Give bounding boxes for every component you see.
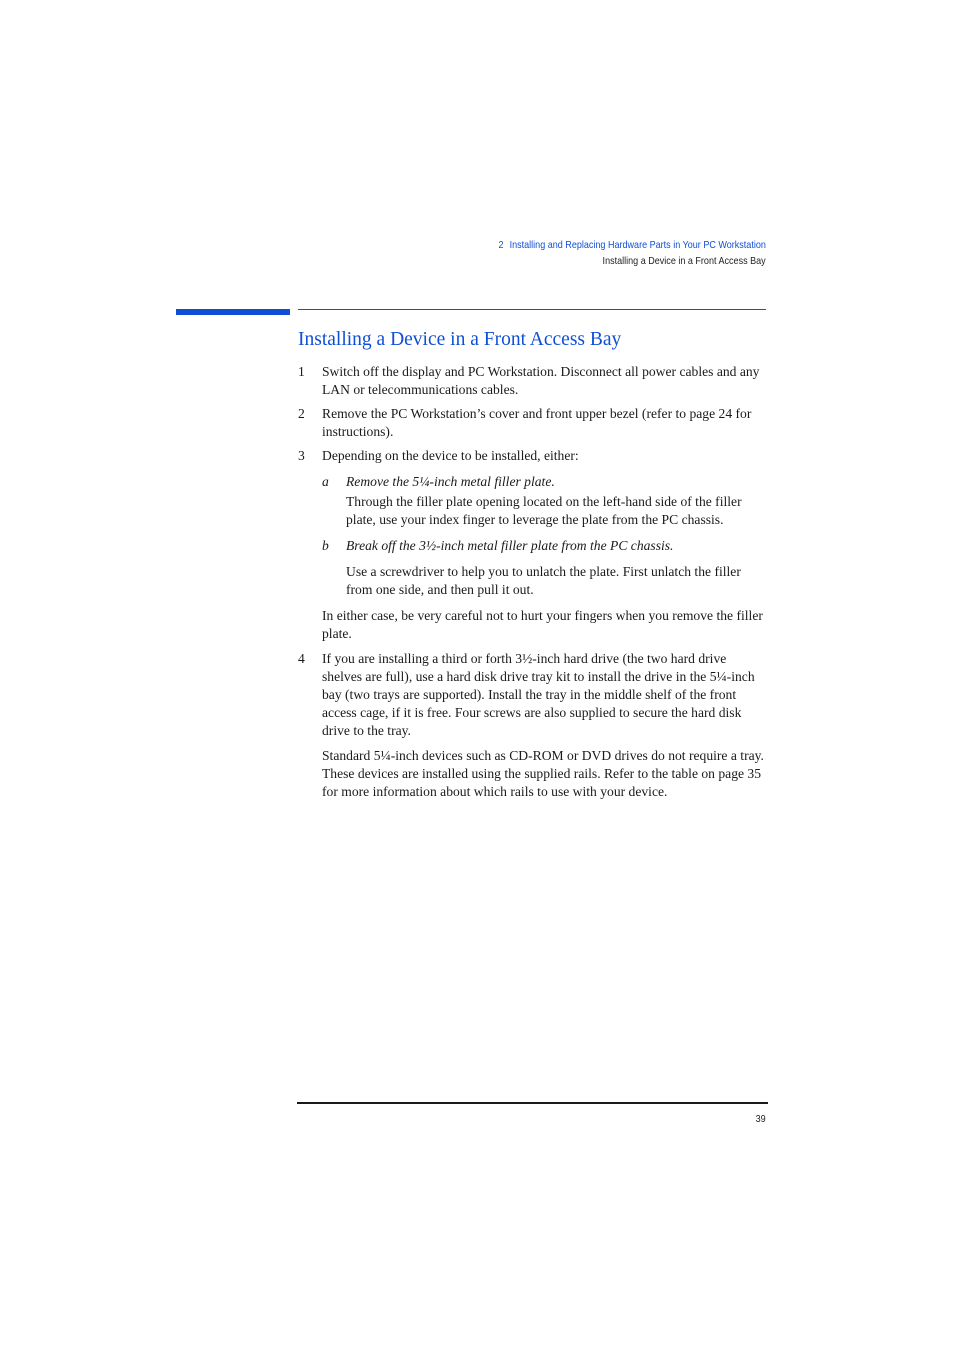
procedure-content [298, 363, 766, 801]
step-text: Depending on the device to be installed, either: [322, 448, 579, 463]
substep-b [298, 537, 766, 599]
step-number: 2 [298, 406, 305, 421]
substep-a [298, 473, 766, 529]
step-3 [298, 447, 766, 465]
footer-rule [297, 1102, 768, 1104]
running-header-chapter [499, 239, 766, 251]
step-4-note: Standard 5¼-inch devices such as CD-ROM or DVD drives do not require a tray. These devices are installed using the supplied rails. Refer to the table on page 35 for more information about which rails to use with your device. [322, 748, 764, 799]
substep-letter: a [322, 474, 329, 489]
step-text: If you are installing a third or forth 3½-inch hard drive (the two hard drive shelves are full), use a hard disk drive tray kit to install the drive in the 5¼-inch bay (two trays are supported). Install the tray in the middle shelf of the front access cage, if it is free. Four screws are also supplied to secure the hard disk drive to the tray. [322, 651, 755, 738]
chapter-number: 2 [498, 239, 504, 251]
substep-heading: Remove the 5¼-inch metal filler plate. [346, 474, 555, 489]
page-number: 39 [755, 1113, 766, 1125]
substep-body: Through the filler plate opening located on the left-hand side of the filler plate, use your index finger to leverage the plate from the PC chassis. [346, 494, 742, 527]
step-1 [298, 363, 766, 399]
substep-letter: b [322, 538, 329, 553]
section-rule-thick [176, 309, 290, 315]
step-number: 1 [298, 364, 305, 379]
step-4 [298, 650, 766, 740]
step-2 [298, 405, 766, 441]
page-title: Installing a Device in a Front Access Bay [298, 329, 622, 350]
step-number: 3 [298, 448, 305, 463]
substep-heading: Break off the 3½-inch metal filler plate from the PC chassis. [346, 538, 674, 553]
substep-body: Use a screwdriver to help you to unlatch the plate. First unlatch the filler from one side, and then pull it out. [346, 564, 741, 597]
step-3-note: In either case, be very careful not to hurt your fingers when you remove the filler plate. [322, 608, 763, 641]
chapter-title: Installing and Replacing Hardware Parts in Your PC Workstation [509, 239, 766, 251]
step-text: Switch off the display and PC Workstation. Disconnect all power cables and any LAN or telecommunications cables. [322, 364, 760, 397]
section-rule-thin [298, 309, 766, 310]
running-header-section: Installing a Device in a Front Access Bay [602, 255, 766, 267]
step-text: Remove the PC Workstation’s cover and front upper bezel (refer to page 24 for instructions). [322, 406, 752, 439]
step-number: 4 [298, 651, 305, 666]
